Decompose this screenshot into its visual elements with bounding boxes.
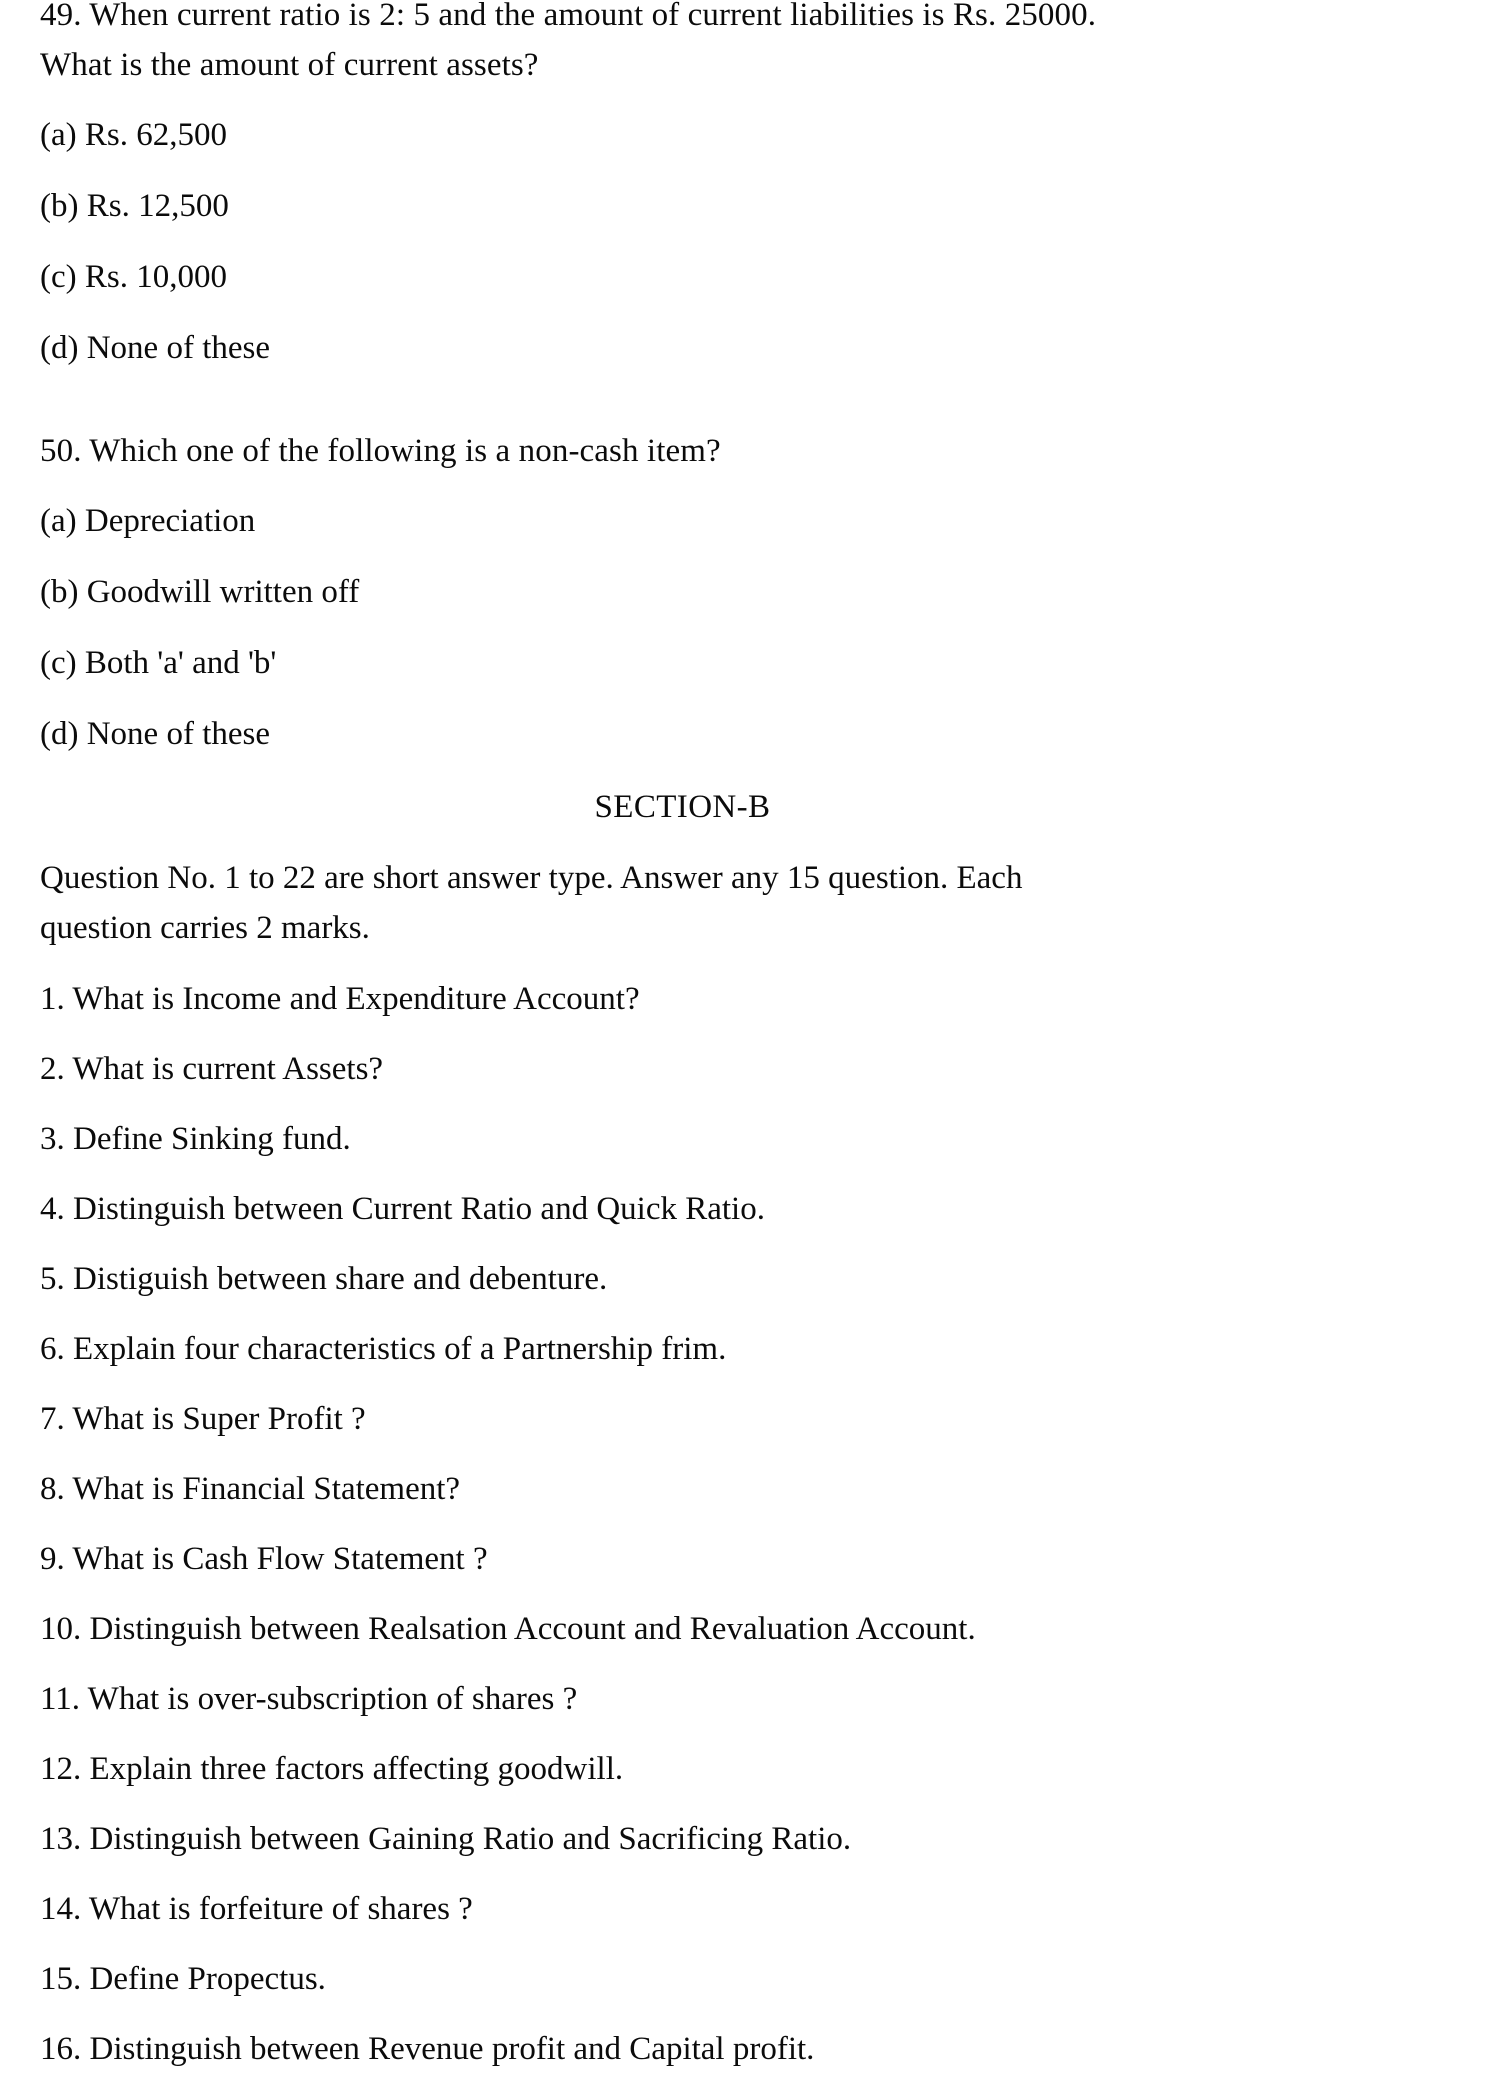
option-b: (b) Rs. 12,500	[40, 188, 229, 224]
list-item: 9. What is Cash Flow Statement ?	[40, 1541, 488, 1577]
question-stem: 50. Which one of the following is a non-cash item?	[40, 433, 721, 469]
mcq-question-50	[40, 426, 1465, 760]
list-item: 1. What is Income and Expenditure Account?	[40, 981, 640, 1017]
list-item: 14. What is forfeiture of shares ?	[40, 1891, 473, 1927]
list-item: 15. Define Propectus.	[40, 1961, 326, 1997]
list-item: 8. What is Financial Statement?	[40, 1471, 461, 1507]
list-item: 12. Explain three factors affecting goodwill.	[40, 1751, 624, 1787]
option-d: (d) None of these	[40, 716, 271, 752]
list-item: 4. Distinguish between Current Ratio and Quick Ratio.	[40, 1191, 765, 1227]
mcq-question-49	[40, 0, 1465, 374]
question-stem: 49. When current ratio is 2: 5 and the amount of current liabilities is Rs. 25000. What is the amount of current assets?	[40, 0, 1097, 83]
list-item: 3. Define Sinking fund.	[40, 1121, 351, 1157]
question-spacer	[40, 374, 1465, 426]
short-answer-question-list	[40, 953, 1465, 2075]
list-item: 7. What is Super Profit ?	[40, 1401, 366, 1437]
list-item: 11. What is over-subscription of shares ?	[40, 1681, 578, 1717]
section-b-instruction: Question No. 1 to 22 are short answer type. Answer any 15 question. Each question carries 2 marks.	[40, 860, 1023, 946]
option-a: (a) Depreciation	[40, 503, 256, 539]
option-c: (c) Rs. 10,000	[40, 259, 227, 295]
list-item: 2. What is current Assets?	[40, 1051, 384, 1087]
list-item: 10. Distinguish between Realsation Account and Revaluation Account.	[40, 1611, 976, 1647]
list-item: 6. Explain four characteristics of a Partnership frim.	[40, 1331, 727, 1367]
list-item: 5. Distiguish between share and debenture.	[40, 1261, 608, 1297]
list-item: 13. Distinguish between Gaining Ratio and Sacrificing Ratio.	[40, 1821, 852, 1857]
option-a: (a) Rs. 62,500	[40, 117, 227, 153]
option-c: (c) Both 'a' and 'b'	[40, 645, 277, 681]
list-item: 16. Distinguish between Revenue profit and Capital profit.	[40, 2031, 815, 2067]
option-d: (d) None of these	[40, 330, 271, 366]
section-b-heading: SECTION-B	[594, 789, 771, 825]
option-b: (b) Goodwill written off	[40, 574, 360, 610]
